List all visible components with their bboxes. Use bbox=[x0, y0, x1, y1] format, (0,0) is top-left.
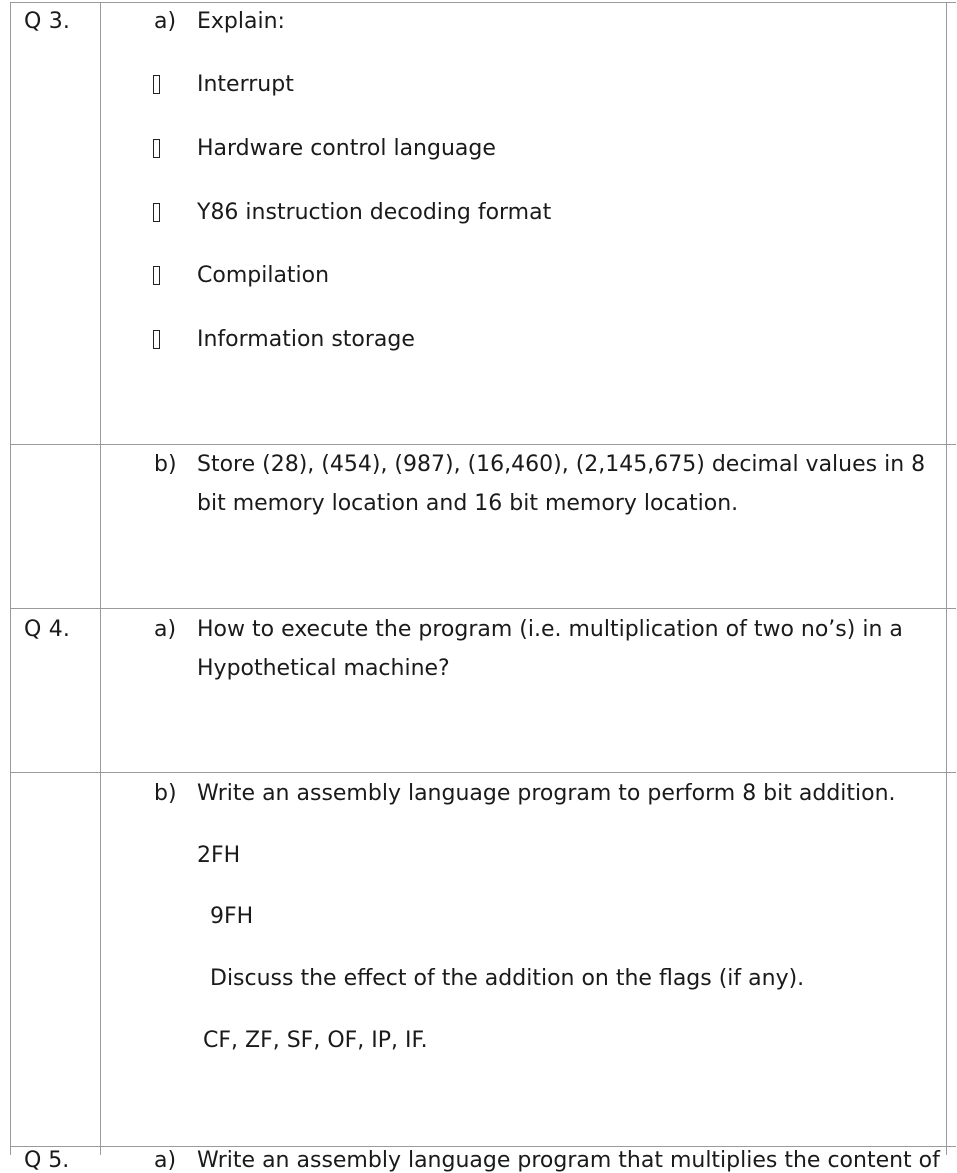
bullet-icon bbox=[153, 75, 160, 94]
row-divider-q5 bbox=[10, 1146, 956, 1147]
q3b-text-line-1: Store (28), (454), (987), (16,460), (2,145,675) decimal values in 8 bbox=[197, 452, 926, 477]
q4a-text-line-2: Hypothetical machine? bbox=[197, 656, 450, 681]
part-label-q4b: b) bbox=[154, 781, 177, 806]
q5a-text-fragment: Write an assembly language program that multiplies the content of bbox=[197, 1148, 940, 1173]
question-number-q5: Q 5. bbox=[24, 1148, 70, 1173]
part-label-q3a: a) bbox=[154, 9, 177, 34]
part-label-q3b: b) bbox=[154, 452, 177, 477]
list-item: Interrupt bbox=[197, 72, 294, 97]
list-item: Y86 instruction decoding format bbox=[197, 200, 552, 225]
question-number-q4: Q 4. bbox=[24, 617, 71, 642]
row-divider-q4a bbox=[10, 608, 956, 609]
column-divider bbox=[100, 2, 101, 1155]
bullet-icon bbox=[153, 139, 160, 158]
question-number-q3: Q 3. bbox=[24, 9, 71, 34]
q4b-flags-line: CF, ZF, SF, OF, IP, IF. bbox=[203, 1028, 428, 1053]
list-item: Information storage bbox=[197, 327, 415, 352]
q3b-text-line-2: bit memory location and 16 bit memory location. bbox=[197, 491, 739, 516]
q4b-text-line-1: Write an assembly language program to perform 8 bit addition. bbox=[197, 781, 896, 806]
bullet-icon bbox=[153, 203, 160, 222]
q4b-operand-2: 9FH bbox=[210, 904, 254, 929]
part-label-q4a: a) bbox=[154, 617, 177, 642]
q4b-discuss-line: Discuss the effect of the addition on the flags (if any). bbox=[210, 966, 805, 991]
table-top-border bbox=[10, 2, 956, 3]
bullet-icon bbox=[153, 266, 160, 285]
table-left-border bbox=[10, 2, 11, 1155]
q3a-heading: Explain: bbox=[197, 9, 285, 34]
q4b-operand-1: 2FH bbox=[197, 843, 241, 868]
q4a-text-line-1: How to execute the program (i.e. multiplication of two no’s) in a bbox=[197, 617, 903, 642]
table-right-border bbox=[946, 2, 947, 1155]
row-divider-q4b bbox=[10, 772, 956, 773]
list-item: Compilation bbox=[197, 263, 330, 288]
bullet-icon bbox=[153, 330, 160, 349]
part-label-q5a: a) bbox=[154, 1148, 177, 1173]
list-item: Hardware control language bbox=[197, 136, 496, 161]
